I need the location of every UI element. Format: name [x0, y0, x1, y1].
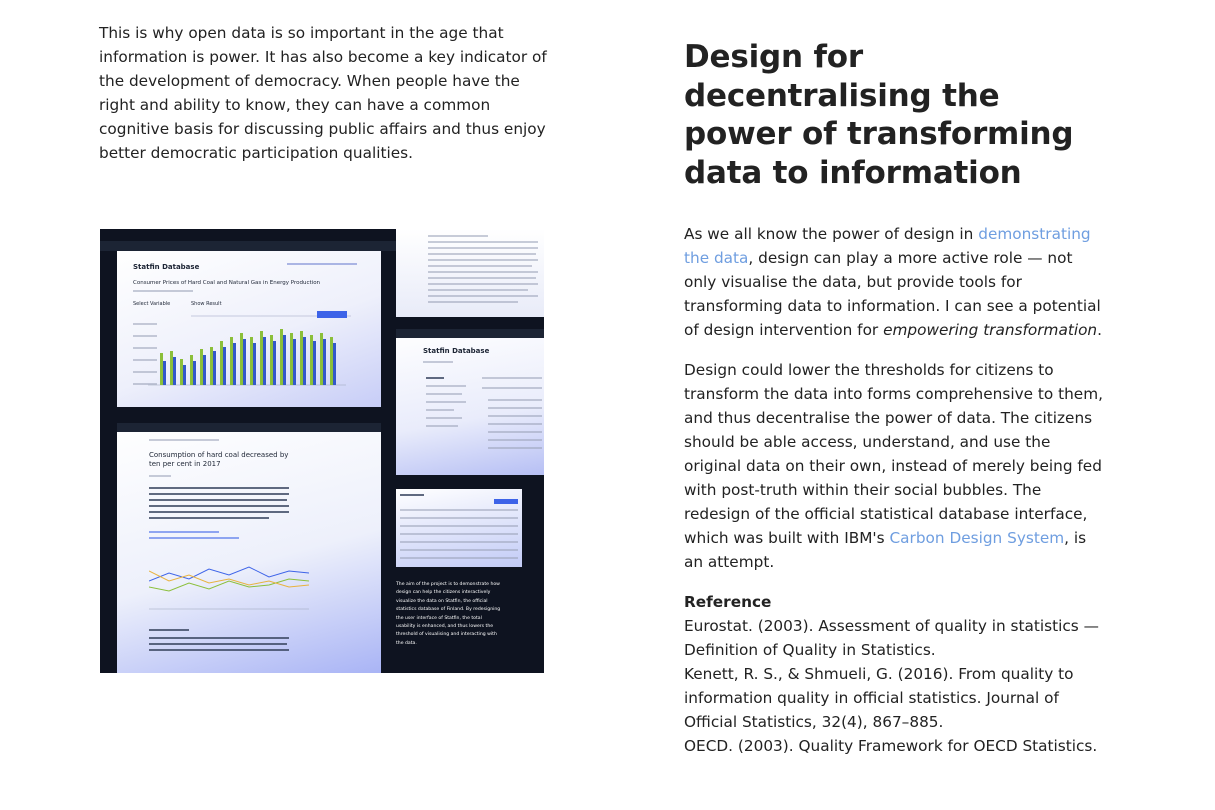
- statfin-tree-screenshot: [396, 329, 544, 475]
- shot-c-title: Statfin Database: [423, 347, 490, 355]
- reference-item: Kenett, R. S., & Shmueli, G. (2016). From quality to information quality in official statistics. Journal of Official Statistics, 32(4), 867–885.: [684, 665, 1074, 731]
- demonstrating-the-data-link[interactable]: demonstrating the data: [684, 225, 1091, 267]
- section-heading: Design for decentralising the power of transforming data to information: [684, 39, 1074, 191]
- section-heading-wrapper: [684, 38, 1104, 192]
- reference-item: OECD. (2003). Quality Framework for OECD Statistics.: [684, 737, 1098, 755]
- shot-a-section: Select Variable: [133, 301, 171, 307]
- bar-chart-graphic: [148, 321, 346, 387]
- statfin-collage-image: [100, 229, 544, 673]
- reference-title: Reference: [684, 593, 772, 611]
- intro-paragraph: This is why open data is so important in the age that information is power. It has also become a key indicator of the development of democracy. When people have the right and ability to know, they can have a common cognitive basis for discussing public affairs and thus enjoy better democratic participation qualities.: [99, 24, 547, 162]
- shot-f-caption: The aim of the project is to demonstrate how design can help the citizens interactively visualize the data on Statfin, the official statistics database of Finland. By redesigning the user interface of Statfin, the total usability is enhanced, and thus lowers the threshold of visualising and interacting with the data.: [396, 582, 501, 646]
- reference-item: Eurostat. (2003). Assessment of quality in statistics — Definition of Quality in Statistics.: [684, 617, 1099, 659]
- shot-a-subtitle: Consumer Prices of Hard Coal and Natural Gas in Energy Production: [133, 280, 321, 286]
- shot-a-section2: Show Result: [191, 301, 222, 307]
- line-chart-graphic: [149, 551, 309, 611]
- p2-text-1: Design could lower the thresholds for citizens to transform the data into forms comprehensive to them, and thus decentralise the power of data. The citizens should be able access, understand, and use the original data on their own, instead of merely being fed with post-truth within their social bubbles. The redesign of the official statistical database interface, which was built with IBM's: [684, 361, 1103, 547]
- caption-block: [396, 579, 544, 673]
- paragraph-decentralise: [684, 358, 1104, 574]
- carbon-design-system-link[interactable]: Carbon Design System: [889, 529, 1065, 547]
- p1-text-2: , design can play a more active role — not only visualise the data, but provide tools for transforming data to information. I can see a potential of design intervention for: [684, 249, 1101, 339]
- statfin-database-screenshot: [100, 229, 396, 423]
- p1-text-1: As we all know the power of design in: [684, 225, 979, 243]
- p2-text-2: , is an attempt.: [684, 529, 1087, 571]
- result-table-screenshot: [396, 489, 522, 567]
- paragraph-demonstrating: [684, 222, 1104, 342]
- p1-text-end: .: [1097, 321, 1102, 339]
- article-screenshot: [117, 423, 381, 673]
- reference-section: [684, 590, 1104, 758]
- p1-emphasis: empowering transformation: [883, 321, 1098, 339]
- text-screenshot-top: [396, 229, 544, 317]
- shot-d-title: Consumption of hard coal decreased by ten per cent in 2017: [149, 451, 289, 468]
- shot-a-title: Statfin Database: [133, 263, 200, 271]
